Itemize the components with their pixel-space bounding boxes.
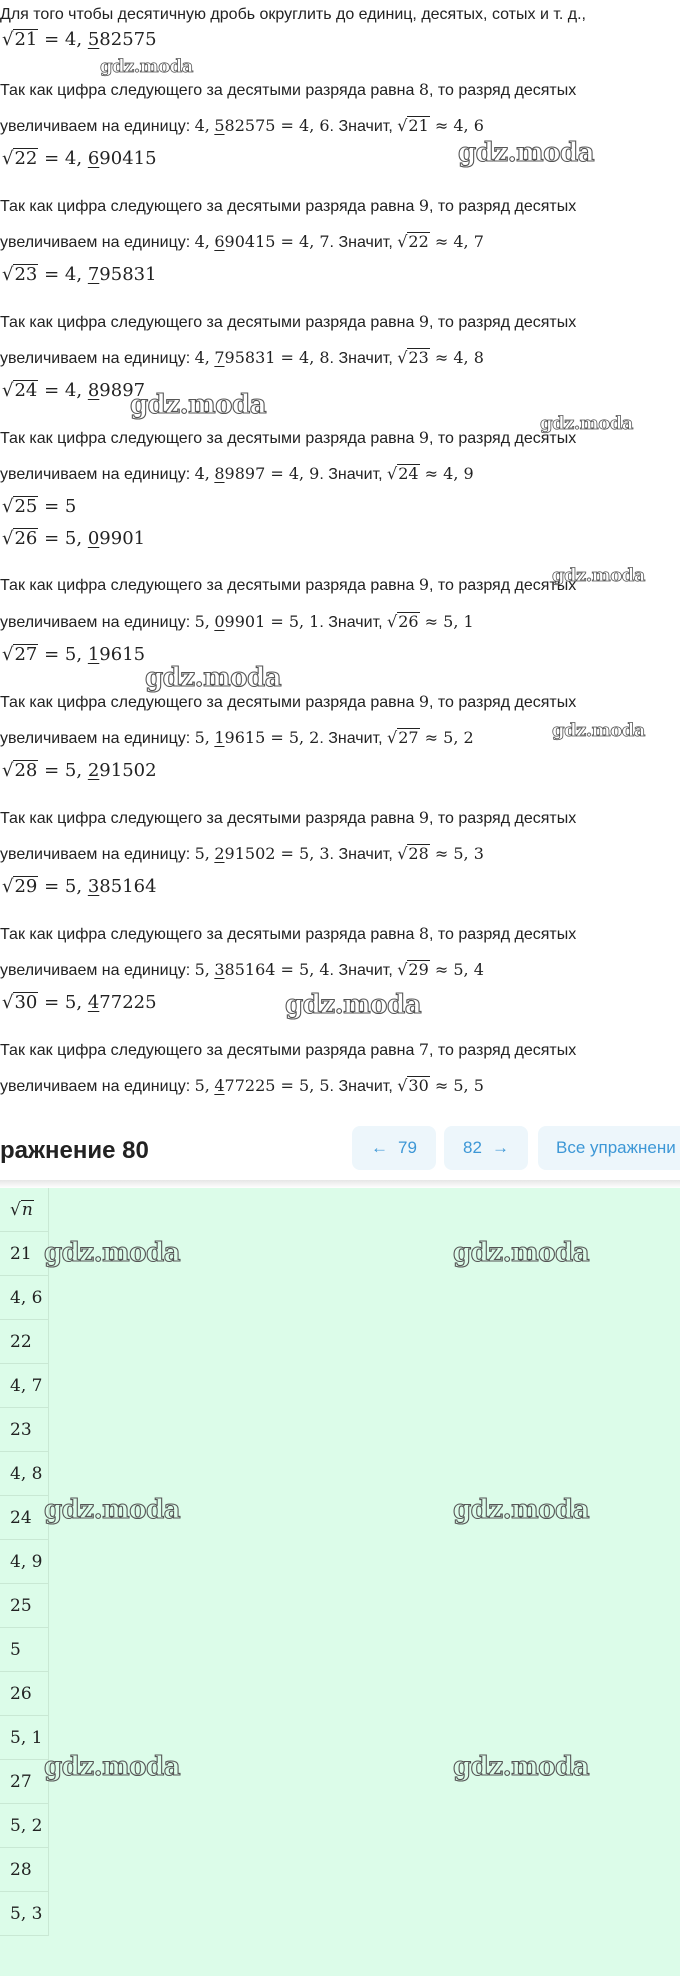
explanation-line	[0, 1040, 576, 1060]
rounding-from-tenths: 4	[214, 1076, 225, 1095]
answer-table	[0, 1188, 49, 1936]
sqrt-expression: √23	[2, 264, 38, 285]
equation-line	[2, 264, 157, 285]
value-int: 5,	[64, 528, 83, 549]
sqrt-expression: √30	[2, 992, 38, 1013]
explanation-prefix: Так как цифра следующего за десятыми разряда равна	[0, 577, 419, 594]
equation-line	[2, 876, 157, 897]
equals-sign: =	[275, 116, 300, 135]
rounding-result: 4, 8	[299, 348, 330, 367]
rounding-mid: . Значит,	[329, 846, 398, 863]
explanation-suffix: , то разряд десятых	[429, 82, 577, 99]
table-cell: 21	[0, 1232, 48, 1276]
value-tenths-digit: 4	[87, 992, 100, 1013]
rounding-line	[0, 116, 484, 136]
rounding-line	[0, 728, 474, 748]
approx-value: 5, 1	[443, 612, 474, 631]
explanation-line	[0, 80, 576, 100]
rounding-line	[0, 1076, 484, 1096]
explanation-line	[0, 428, 576, 448]
value-int: 5,	[64, 644, 83, 665]
approx-sign: ≈	[419, 464, 444, 483]
sqrt-expression: √22	[2, 148, 38, 169]
sqrt-radicand: 28	[408, 844, 429, 863]
value-tenths-digit: 8	[87, 380, 100, 401]
value-tenths-digit: 1	[87, 644, 100, 665]
rounding-from-rest: 9901	[224, 612, 266, 631]
equation-line	[2, 148, 157, 169]
sqrt-radicand: 28	[14, 760, 38, 781]
sqrt-expression: √29	[397, 960, 429, 979]
value-rest: 90415	[99, 148, 157, 169]
table-cell: 4, 9	[0, 1540, 48, 1584]
rounding-prefix: увеличиваем на единицу:	[0, 466, 195, 483]
equals-sign: =	[38, 264, 65, 285]
rounding-result: 4, 9	[288, 464, 320, 483]
next-exercise-button[interactable]	[444, 1126, 528, 1170]
all-exercises-label: Все упражнени	[556, 1138, 676, 1157]
approx-sign: ≈	[429, 960, 454, 979]
sqrt-radicand: 25	[14, 496, 38, 517]
rounding-line	[0, 232, 484, 252]
rounding-line	[0, 348, 484, 368]
approx-value: 4, 6	[453, 116, 484, 135]
value-rest: 85164	[99, 876, 157, 897]
value-tenths-digit: 3	[87, 876, 100, 897]
explanation-suffix: , то разряд десятых	[429, 314, 577, 331]
explanation-prefix: Так как цифра следующего за десятыми разряда равна	[0, 1042, 419, 1059]
value-int: 5,	[64, 992, 83, 1013]
rounding-prefix: увеличиваем на единицу:	[0, 234, 195, 251]
equation-line	[2, 992, 157, 1013]
all-exercises-button[interactable]	[538, 1126, 680, 1170]
rounding-result: 5, 3	[299, 844, 330, 863]
arrow-left-icon: ←	[371, 1138, 389, 1157]
explanation-prefix: Так как цифра следующего за десятыми разряда равна	[0, 926, 419, 943]
approx-value: 5, 2	[443, 728, 474, 747]
rounding-from-rest: 91502	[224, 844, 276, 863]
sqrt-radicand: 23	[408, 348, 429, 367]
watermark-logo: gdz.moda	[540, 413, 633, 434]
sqrt-radicand: 23	[14, 264, 38, 285]
rounding-result: 5, 2	[288, 728, 320, 747]
equals-sign: =	[275, 960, 300, 979]
sqrt-expression: √22	[397, 232, 429, 251]
equation-line	[2, 380, 145, 401]
approx-sign: ≈	[429, 844, 454, 863]
watermark-logo: gdz.moda	[100, 56, 193, 77]
rounding-from-rest: 95831	[224, 348, 276, 367]
next-exercise-label: 82	[463, 1138, 482, 1157]
value-rest: 82575	[99, 29, 157, 50]
value-rest: 91502	[99, 760, 157, 781]
rounding-line	[0, 464, 474, 484]
rounding-from-tenths: 3	[214, 960, 225, 979]
sqrt-expression: √27	[387, 728, 419, 747]
next-digit: 8	[418, 924, 429, 943]
table-cell: 5	[0, 1628, 48, 1672]
table-cell: 25	[0, 1584, 48, 1628]
rounding-prefix: увеличиваем на единицу:	[0, 350, 195, 367]
rounding-mid: . Значит,	[329, 118, 398, 135]
rounding-from-int: 5,	[194, 612, 210, 631]
sqrt-radicand: 21	[14, 29, 38, 50]
equals-sign: =	[38, 380, 65, 401]
rounding-prefix: увеличиваем на единицу:	[0, 962, 195, 979]
rounding-mid: . Значит,	[329, 962, 398, 979]
value-int: 5,	[64, 876, 83, 897]
explanation-suffix: , то разряд десятых	[429, 198, 577, 215]
rounding-from-tenths: 8	[214, 464, 225, 483]
sqrt-expression: √28	[2, 760, 38, 781]
next-digit: 8	[418, 80, 429, 99]
explanation-line	[0, 808, 576, 828]
approx-value: 5, 3	[453, 844, 484, 863]
explanation-suffix: , то разряд десятых	[429, 577, 577, 594]
sqrt-expression: √26	[2, 528, 38, 549]
explanation-prefix: Так как цифра следующего за десятыми разряда равна	[0, 82, 419, 99]
rounding-from-int: 5,	[194, 844, 210, 863]
rounding-mid: . Значит,	[319, 466, 388, 483]
sqrt-expression: √21	[397, 116, 429, 135]
next-digit: 9	[418, 312, 429, 331]
explanation-prefix: Так как цифра следующего за десятыми разряда равна	[0, 810, 419, 827]
sqrt-expression: √24	[387, 464, 419, 483]
sqrt-expression: √23	[397, 348, 429, 367]
sqrt-radicand: 30	[14, 992, 38, 1013]
next-digit: 9	[418, 575, 429, 594]
next-digit: 9	[418, 428, 429, 447]
value-int: 5,	[64, 760, 83, 781]
intro-text: Для того чтобы десятичную дробь округлить до единиц, десятых, сотых и т. д.,	[0, 6, 586, 23]
equation-line	[2, 760, 157, 781]
equals-sign: =	[265, 728, 289, 747]
equals-sign: =	[275, 348, 300, 367]
equation-line	[2, 496, 76, 517]
value-tenths-digit: 6	[87, 148, 100, 169]
equals-sign: =	[38, 876, 65, 897]
sqrt-radicand: 22	[408, 232, 429, 251]
table-header-cell: √n	[0, 1188, 48, 1232]
prev-exercise-label: 79	[398, 1138, 417, 1157]
next-digit: 9	[418, 196, 429, 215]
sqrt-expression: √30	[397, 1076, 429, 1095]
watermark-logo: gdz.moda	[552, 565, 645, 586]
rounding-from-rest: 77225	[224, 1076, 276, 1095]
value-rest: 77225	[99, 992, 157, 1013]
sqrt-radicand: 29	[408, 960, 429, 979]
approx-sign: ≈	[419, 612, 444, 631]
rounding-from-int: 4,	[194, 348, 210, 367]
rounding-from-rest: 85164	[224, 960, 276, 979]
table-cell: 4, 7	[0, 1364, 48, 1408]
sqrt-radicand: 27	[14, 644, 38, 665]
rounding-from-int: 4,	[194, 464, 210, 483]
rounding-from-tenths: 2	[214, 844, 225, 863]
rounding-prefix: увеличиваем на единицу:	[0, 730, 195, 747]
watermark-logo: gdz.moda	[145, 663, 282, 693]
sqrt-radicand: 24	[398, 464, 419, 483]
rounding-from-rest: 82575	[224, 116, 276, 135]
exercise-title: ражнение 80	[0, 1137, 149, 1164]
explanation-suffix: , то разряд десятых	[429, 694, 577, 711]
approx-sign: ≈	[419, 728, 444, 747]
watermark-logo: gdz.moda	[552, 720, 645, 741]
rounding-from-int: 4,	[194, 116, 210, 135]
rounding-from-tenths: 5	[214, 116, 225, 135]
approx-sign: ≈	[429, 1076, 454, 1095]
next-digit: 9	[418, 692, 429, 711]
approx-value: 5, 4	[453, 960, 484, 979]
equals-sign: =	[275, 844, 300, 863]
rounding-from-rest: 90415	[224, 232, 276, 251]
equation-line	[2, 528, 145, 549]
rounding-prefix: увеличиваем на единицу:	[0, 118, 195, 135]
rounding-result: 4, 7	[299, 232, 330, 251]
next-digit: 7	[418, 1040, 429, 1059]
approx-value: 4, 7	[453, 232, 484, 251]
table-cell: 4, 8	[0, 1452, 48, 1496]
table-cell: 23	[0, 1408, 48, 1452]
explanation-line	[0, 312, 576, 332]
watermark-logo: gdz.moda	[130, 390, 267, 420]
sqrt-expression: √28	[397, 844, 429, 863]
value-int: 4,	[64, 264, 83, 285]
approx-value: 4, 8	[453, 348, 484, 367]
approx-sign: ≈	[429, 232, 454, 251]
explanation-line	[0, 196, 576, 216]
rounding-mid: . Значит,	[319, 730, 388, 747]
nav-shadow	[0, 1180, 680, 1188]
sqrt-expression: √24	[2, 380, 38, 401]
approx-sign: ≈	[429, 348, 454, 367]
sqrt-expression: √27	[2, 644, 38, 665]
prev-exercise-button[interactable]	[352, 1126, 436, 1170]
value-tenths-digit: 5	[87, 29, 100, 50]
approx-sign: ≈	[429, 116, 454, 135]
explanation-prefix: Так как цифра следующего за десятыми разряда равна	[0, 694, 419, 711]
sqrt-expression: √26	[387, 612, 419, 631]
rounding-result: 5, 5	[299, 1076, 330, 1095]
rounding-result: 5, 4	[299, 960, 330, 979]
sqrt-radicand: 24	[14, 380, 38, 401]
table-cell: 26	[0, 1672, 48, 1716]
rounding-from-rest: 9615	[224, 728, 266, 747]
table-cell: 28	[0, 1848, 48, 1892]
sqrt-radicand: 30	[408, 1076, 429, 1095]
table-cell: 5, 2	[0, 1804, 48, 1848]
explanation-line	[0, 575, 576, 595]
value-tenths-digit: 2	[87, 760, 100, 781]
equals-sign: =	[275, 232, 300, 251]
sqrt-expression: √21	[2, 29, 38, 50]
equals-sign: =	[38, 29, 65, 50]
sqrt-radicand: 21	[408, 116, 429, 135]
explanation-prefix: Так как цифра следующего за десятыми разряда равна	[0, 314, 419, 331]
approx-value: 5, 5	[453, 1076, 484, 1095]
equation-line	[2, 29, 157, 50]
rounding-from-int: 4,	[194, 232, 210, 251]
sqrt-expression: √29	[2, 876, 38, 897]
explanation-suffix: , то разряд десятых	[429, 1042, 577, 1059]
rounding-from-int: 5,	[194, 1076, 210, 1095]
explanation-line	[0, 924, 576, 944]
value-tenths-digit: 0	[87, 528, 100, 549]
rounding-prefix: увеличиваем на единицу:	[0, 1078, 195, 1095]
approx-value: 4, 9	[443, 464, 474, 483]
rounding-prefix: увеличиваем на единицу:	[0, 614, 195, 631]
equals-sign: =	[38, 496, 65, 517]
table-cell: 24	[0, 1496, 48, 1540]
explanation-prefix: Так как цифра следующего за десятыми разряда равна	[0, 430, 419, 447]
rounding-from-tenths: 7	[214, 348, 225, 367]
value-int: 4,	[64, 29, 83, 50]
rounding-result: 4, 6	[299, 116, 330, 135]
sqrt-radicand: 22	[14, 148, 38, 169]
rounding-line	[0, 844, 484, 864]
equation-line	[2, 644, 145, 665]
exercise-nav	[0, 1123, 680, 1185]
watermark-logo: gdz.moda	[285, 990, 422, 1020]
value-tenths-digit: 7	[87, 264, 100, 285]
rounding-from-rest: 9897	[224, 464, 266, 483]
equals-sign: =	[38, 148, 65, 169]
equals-sign: =	[275, 1076, 300, 1095]
explanation-suffix: , то разряд десятых	[429, 810, 577, 827]
rounding-from-tenths: 6	[214, 232, 225, 251]
explanation-line	[0, 692, 576, 712]
arrow-right-icon: →	[491, 1138, 509, 1157]
rounding-from-int: 5,	[194, 728, 210, 747]
value-int: 4,	[64, 380, 83, 401]
rounding-mid: . Значит,	[319, 614, 388, 631]
value-int: 5	[64, 496, 77, 517]
sqrt-radicand: 29	[14, 876, 38, 897]
equals-sign: =	[38, 760, 65, 781]
next-digit: 9	[418, 808, 429, 827]
value-rest: 9615	[99, 644, 146, 665]
rounding-mid: . Значит,	[329, 1078, 398, 1095]
value-int: 4,	[64, 148, 83, 169]
sqrt-radicand: 26	[398, 612, 419, 631]
rounding-prefix: увеличиваем на единицу:	[0, 846, 195, 863]
sqrt-radicand: 27	[398, 728, 419, 747]
rounding-from-tenths: 1	[214, 728, 225, 747]
equals-sign: =	[38, 528, 65, 549]
equals-sign: =	[265, 612, 289, 631]
table-cell: 22	[0, 1320, 48, 1364]
rounding-line	[0, 960, 484, 980]
table-cell: 5, 3	[0, 1892, 48, 1936]
table-cell: 27	[0, 1760, 48, 1804]
rounding-from-tenths: 0	[214, 612, 225, 631]
table-cell: 5, 1	[0, 1716, 48, 1760]
equals-sign: =	[38, 992, 65, 1013]
rounding-mid: . Значит,	[329, 234, 398, 251]
value-rest: 95831	[99, 264, 157, 285]
explanation-prefix: Так как цифра следующего за десятыми разряда равна	[0, 198, 419, 215]
equals-sign: =	[265, 464, 289, 483]
rounding-mid: . Значит,	[329, 350, 398, 367]
answer-table-area	[0, 1188, 680, 1976]
value-rest: 9897	[99, 380, 146, 401]
explanation-suffix: , то разряд десятых	[429, 430, 577, 447]
equals-sign: =	[38, 644, 65, 665]
table-cell: 4, 6	[0, 1276, 48, 1320]
watermark-logo: gdz.moda	[458, 138, 595, 168]
sqrt-radicand: 26	[14, 528, 38, 549]
value-rest: 9901	[99, 528, 146, 549]
rounding-line	[0, 612, 474, 632]
sqrt-expression: √25	[2, 496, 38, 517]
rounding-from-int: 5,	[194, 960, 210, 979]
rounding-result: 5, 1	[288, 612, 320, 631]
explanation-suffix: , то разряд десятых	[429, 926, 577, 943]
